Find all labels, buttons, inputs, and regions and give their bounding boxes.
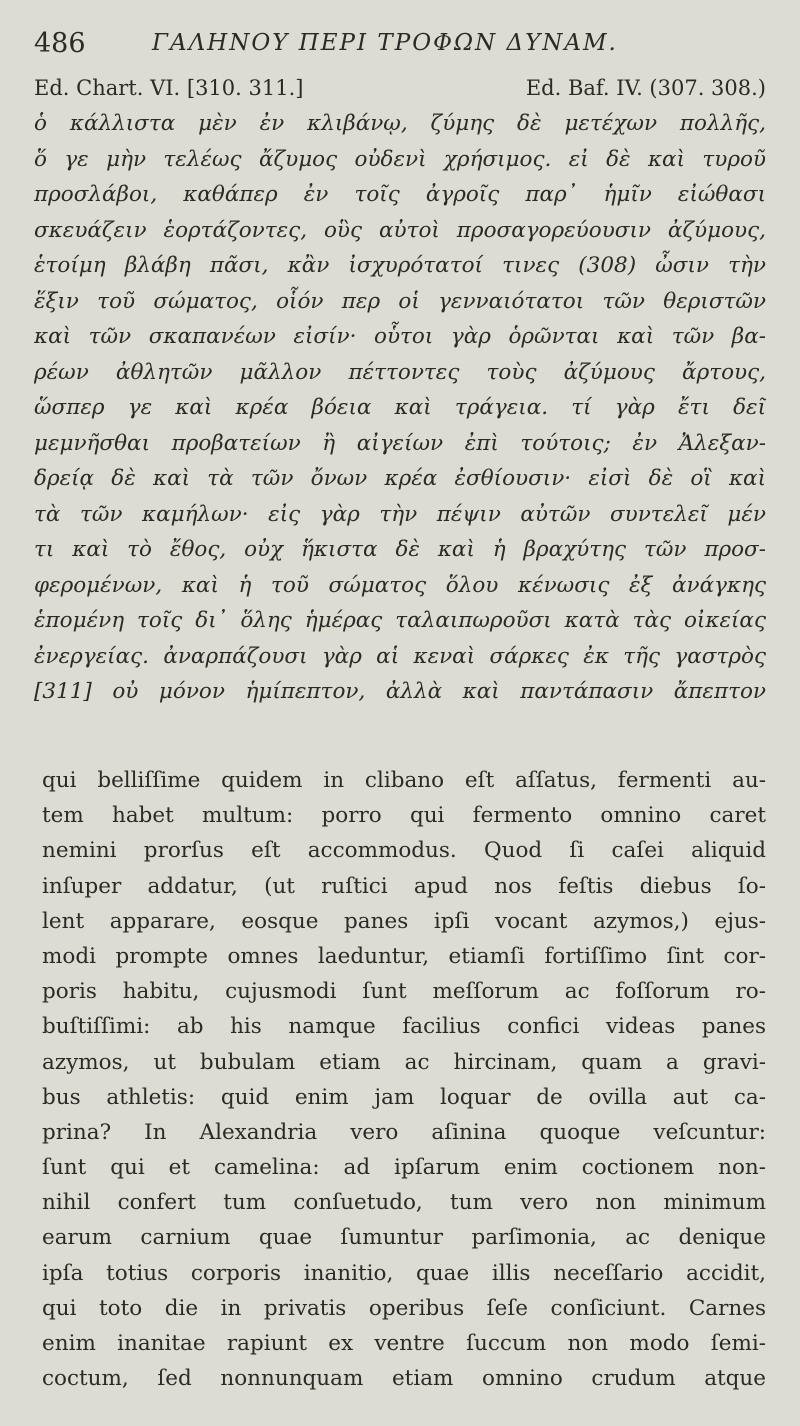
latin-text-block [42,763,766,1396]
greek-text-line: ὅ γε μὴν τελέως ἄζυμος οὐδενὶ χρήσιμος. εἰ δὲ καὶ τυροῦ [34,146,766,172]
greek-text-line: ἑτοίμη βλάβη πᾶσι, κἂν ἰσχυρότατοί τινες (308) ὦσιν τὴν [34,253,766,278]
latin-text-line: modi prompte omnes laeduntur, etiamſi fortiſſimo ſint cor- [42,943,766,969]
greek-text-line: [311] οὐ μόνον ἡμίπεπτον, ἀλλὰ καὶ παντάπασιν ἄπεπτον [34,679,766,704]
greek-text-line: ἑπομένη τοῖς δι᾽ ὅλης ἡμέρας ταλαιπωροῦσι κατὰ τὰς οἰκείας [34,608,766,633]
greek-text-line: τὰ τῶν καμήλων· εἰς γὰρ τὴν πέψιν αὐτῶν συντελεῖ μέν [34,501,766,527]
latin-text-line: enim inanitae rapiunt ex ventre ſuccum non modo ſemi- [42,1331,766,1356]
latin-text-line: coctum, ſed nonnunquam etiam omnino crudum atque [42,1366,766,1392]
latin-text-line: inſuper addatur, (ut ruſtici apud nos feſtis diebus ſo- [42,873,766,899]
greek-text-line: ὥσπερ γε καὶ κρέα βόεια καὶ τράγεια. τί γὰρ ἔτι δεῖ [34,395,766,420]
latin-text-line: lent apparare, eosque panes ipſi vocant azymos,) ejus- [42,908,766,934]
latin-text-line: ſunt qui et camelina: ad ipſarum enim coctionem non- [42,1155,766,1181]
latin-text-line: tem habet multum: porro qui fermento omnino caret [42,803,766,829]
greek-text-line: δρείᾳ δὲ καὶ τὰ τῶν ὄνων κρέα ἐσθίουσιν· εἰσὶ δὲ οἳ καὶ [34,466,766,491]
greek-text-line: ὁ κάλλιστα μὲν ἐν κλιβάνῳ, ζύμης δὲ μετέχων πολλῆς, [34,111,766,136]
latin-text-line: earum carnium quae ſumuntur parſimonia, ac denique [42,1225,766,1251]
greek-text-line: μεμνῆσθαι προβατείων ἢ αἰγείων ἐπὶ τούτοις; ἐν Ἀλεξαν- [34,430,766,456]
edition-chartier: Ed. Chart. VI. [310. 311.] [34,76,304,100]
greek-text-line: φερομένων, καὶ ἡ τοῦ σώματος ὅλου κένωσις ἐξ ἀνάγκης [34,572,766,598]
greek-text-line: ἕξιν τοῦ σώματος, οἷόν περ οἱ γενναιότατοι τῶν θεριστῶν [34,288,766,314]
page-number: 486 [34,28,86,59]
latin-text-line: ipſa totius corporis inanitio, quae illis neceſſario accidit, [42,1260,766,1286]
edition-basel: Ed. Baf. IV. (307. 308.) [525,76,766,100]
greek-text-block [34,106,766,710]
greek-text-line: τι καὶ τὸ ἔθος, οὐχ ἥκιστα δὲ καὶ ἡ βραχύτης τῶν προσ- [34,537,766,562]
latin-text-line: azymos, ut bubulam etiam ac hircinam, quam a gravi- [42,1049,766,1075]
latin-text-line: nemini prorſus eſt accommodus. Quod ſi caſei aliquid [42,838,766,864]
greek-text-line: προσλάβοι, καθάπερ ἐν τοῖς ἀγροῖς παρ᾽ ἡμῖν εἰώθασι [34,182,766,207]
edition-references [34,76,766,106]
latin-text-line: prina? In Alexandria vero aſinina quoque veſcuntur: [42,1119,766,1145]
running-head [34,28,766,68]
latin-text-line: qui belliſſime quidem in clibano eſt aſſatus, fermenti au- [42,768,766,793]
running-title: ΓΑΛΗΝΟΥ ΠΕΡΙ ΤΡΟΦΩΝ ΔΥΝΑΜ. [152,30,618,56]
latin-text-line: bus athletis: quid enim jam loquar de ovilla aut ca- [42,1084,766,1110]
latin-text-line: nihil confert tum conſuetudo, tum vero non minimum [42,1190,766,1216]
greek-text-line: ρέων ἀθλητῶν μᾶλλον πέττοντες τοὺς ἀζύμους ἄρτους, [34,359,766,385]
latin-text-line: qui toto die in privatis operibus ſeſe conſiciunt. Carnes [42,1295,766,1321]
latin-text-line: poris habitu, cujusmodi ſunt meſſorum ac foſſorum ro- [42,979,766,1005]
greek-text-line: καὶ τῶν σκαπανέων εἰσίν· οὗτοι γὰρ ὁρῶνται καὶ τῶν βα- [34,324,766,349]
greek-text-line: ἐνεργείας. ἀναρπάζουσι γὰρ αἱ κεναὶ σάρκες ἐκ τῆς γαστρὸς [34,643,766,669]
greek-text-line: σκευάζειν ἑορτάζοντες, οὓς αὐτοὶ προσαγορεύουσιν ἀζύμους, [34,217,766,243]
latin-text-line: buſtiſſimi: ab his namque facilius confici videas panes [42,1014,766,1040]
